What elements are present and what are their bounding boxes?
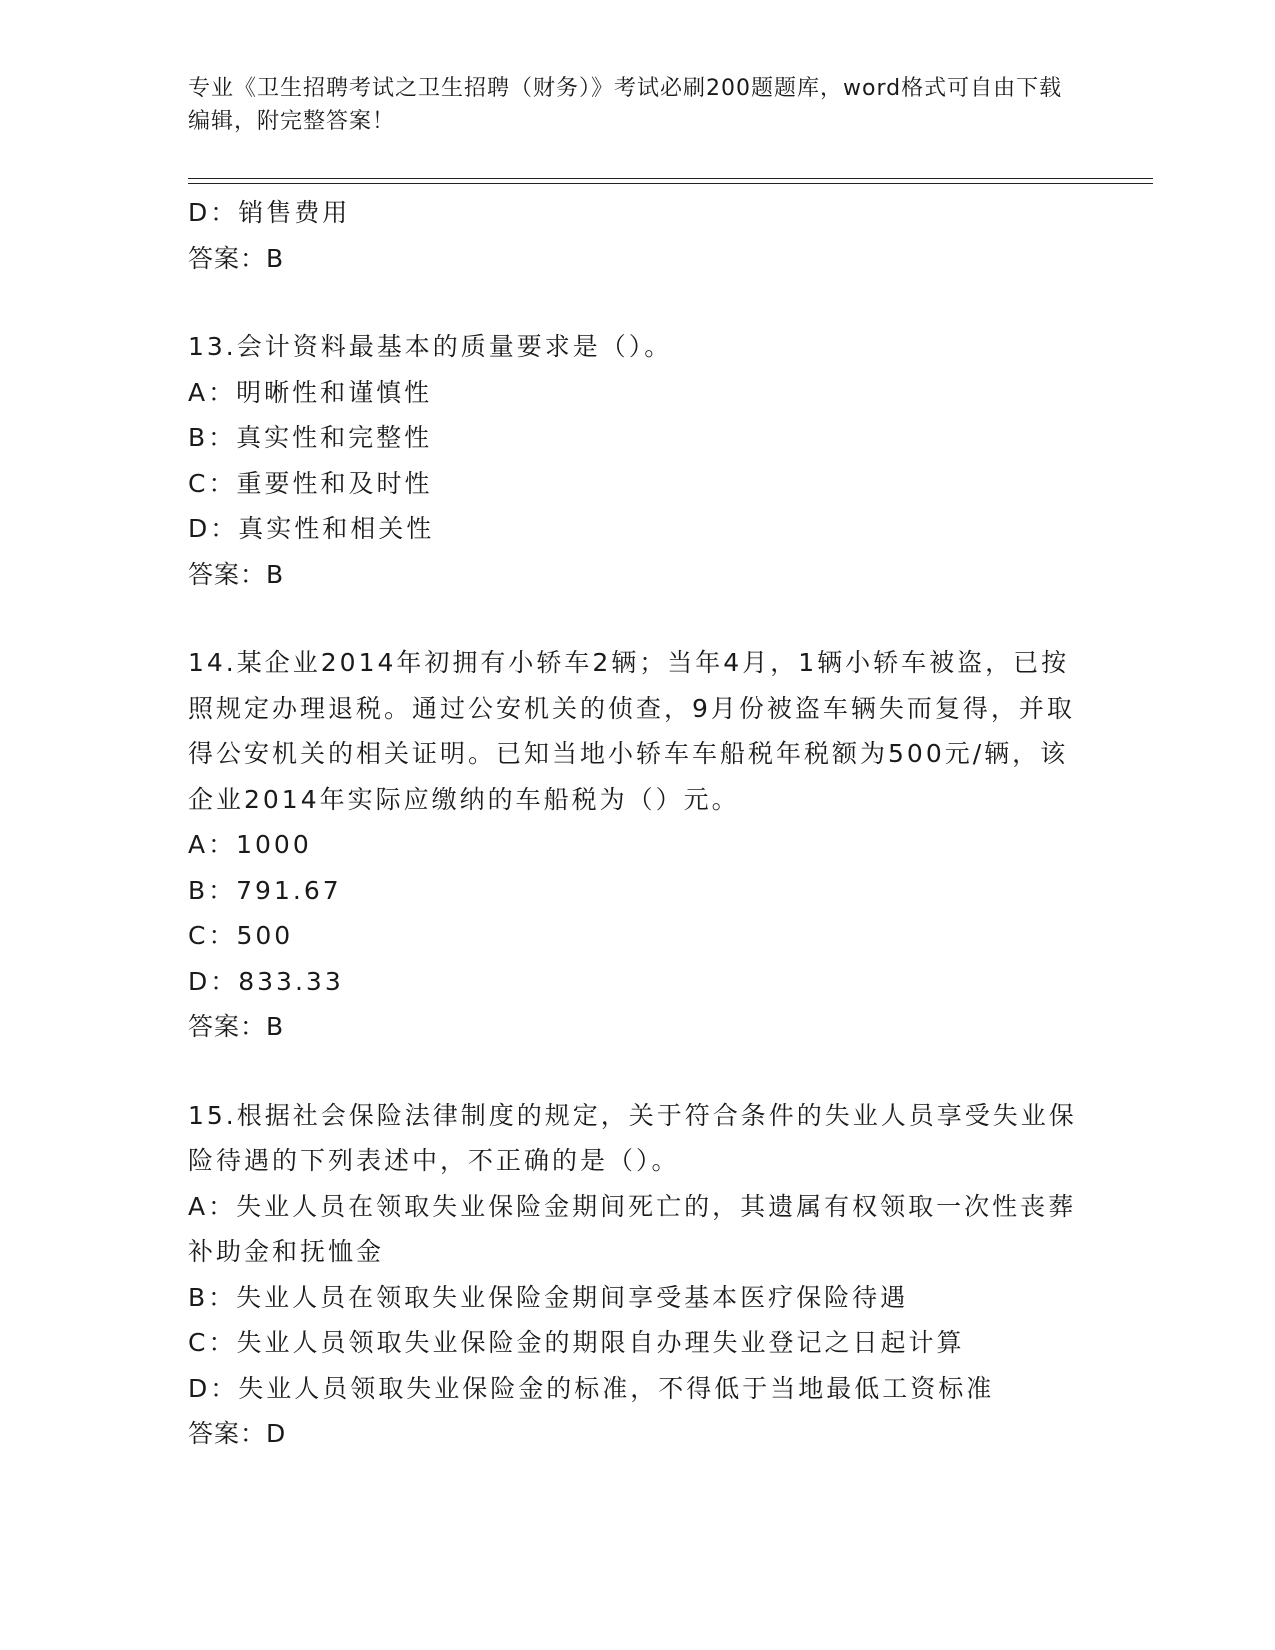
option-a: A：1000 <box>188 830 312 859</box>
question-12-tail <box>188 190 1088 281</box>
answer-line: 答案：B <box>188 243 285 273</box>
question-14 <box>188 640 1088 1050</box>
question-15 <box>188 1093 1088 1457</box>
answer-line: 答案：D <box>188 1419 287 1448</box>
option-a: A：明晰性和谨慎性 <box>188 377 433 407</box>
option-c: C：500 <box>188 921 294 950</box>
answer-line: 答案：B <box>188 559 285 589</box>
question-list <box>188 190 1088 1457</box>
spacer <box>188 597 1088 640</box>
option-d: D：真实性和相关性 <box>188 514 435 543</box>
header-divider-top <box>188 178 1153 179</box>
question-stem: 13.会计资料最基本的质量要求是（）。 <box>188 332 673 361</box>
option-a: A：失业人员在领取失业保险金期间死亡的，其遗属有权领取一次性丧葬补助金和抚恤金 <box>188 1191 1077 1266</box>
spacer <box>188 1050 1088 1093</box>
question-stem: 14.某企业2014年初拥有小轿车2辆；当年4月，1辆小轿车被盗，已按照规定办理退税。通过公安机关的侦查，9月份被盗车辆失而复得，并取得公安机关的相关证明。已知当地小轿车车船税年税额为500元/辆，该企业2014年实际应缴纳的车船税为（）元。 <box>188 648 1075 814</box>
option-b: B：失业人员在领取失业保险金期间享受基本医疗保险待遇 <box>188 1282 909 1312</box>
option-d: D：销售费用 <box>188 198 351 227</box>
answer-line: 答案：B <box>188 1012 285 1041</box>
option-c: C：失业人员领取失业保险金的期限自办理失业登记之日起计算 <box>188 1328 965 1357</box>
header-divider-bottom <box>188 183 1153 184</box>
option-b: B：真实性和完整性 <box>188 423 433 452</box>
question-13 <box>188 324 1088 597</box>
option-b: B：791.67 <box>188 875 342 905</box>
document-header: 专业《卫生招聘考试之卫生招聘（财务）》考试必刷200题题库，word格式可自由下载编辑，附完整答案！ <box>188 76 1063 134</box>
option-d: D：失业人员领取失业保险金的标准，不得低于当地最低工资标准 <box>188 1373 995 1403</box>
option-d: D：833.33 <box>188 966 344 996</box>
spacer <box>188 281 1088 324</box>
option-c: C：重要性和及时性 <box>188 468 433 498</box>
question-stem: 15.根据社会保险法律制度的规定，关于符合条件的失业人员享受失业保险待遇的下列表述中，不正确的是（）。 <box>188 1100 1077 1175</box>
